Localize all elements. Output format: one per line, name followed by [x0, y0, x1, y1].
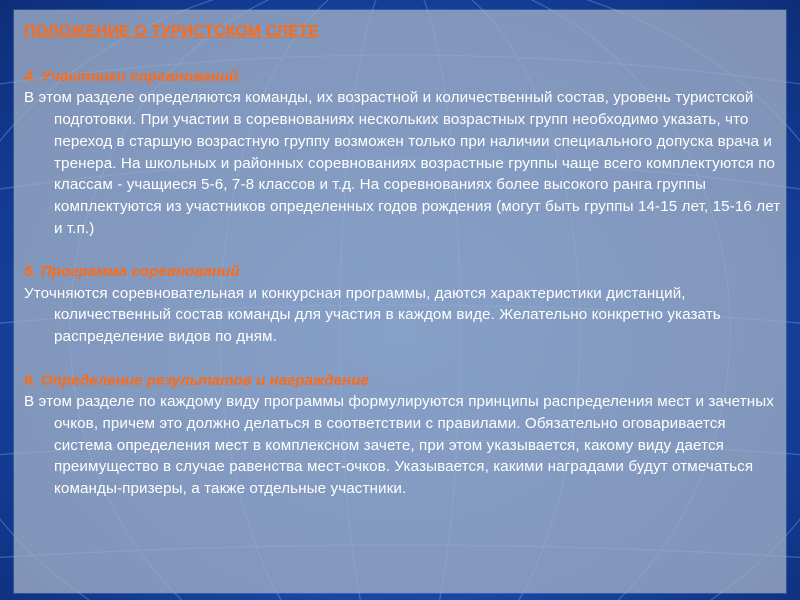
section-4-text: В этом разделе определяются команды, их возрастной и количественный состав, уровень туристской подготовки. При участии в соревнованиях нескольких возрастных групп необходимо указать, что переход в старшую возрастную группу возможен только при наличии специального допуска врача и тренера. На школьных и районных соревнованиях возрастные группы чаще всего комплектуются по классам - учащиеся 5-6, 7-8 классов и т.д. На соревнованиях более высокого ранга группы комплектуются из участников определенных годов рождения (могут быть группы 14-15 лет, 15-16 лет и т.п.)	[24, 89, 781, 237]
slide-content	[24, 20, 786, 500]
section-6-heading: 6. Определение результатов и награждение	[24, 371, 369, 389]
section-6-text: В этом разделе по каждому виду программы формулируются принципы распределения мест и зачетных очков, причем это должно делаться в соответствии с правилами. Обязательно оговаривается система определения мест в комплексном зачете, при этом указывается, какому виду дается преимущество в случае равенства мест-очков. Указывается, какими наградами будут отмечаться команды-призеры, а также отдельные участники.	[24, 393, 774, 498]
section-5-heading: 5. Программа соревнований	[24, 263, 240, 280]
section-5-text: Уточняются соревновательная и конкурсная программы, даются характеристики дистанций, количественный состав команды для участия в каждом виде. Желательно конкретно указать распределение видов по дням.	[24, 284, 721, 346]
section-4-heading: 4. Участники соревнований	[24, 67, 239, 85]
page-title: ПОЛОЖЕНИЕ О ТУРИСТСКОМ СЛЁТЕ	[24, 23, 320, 40]
